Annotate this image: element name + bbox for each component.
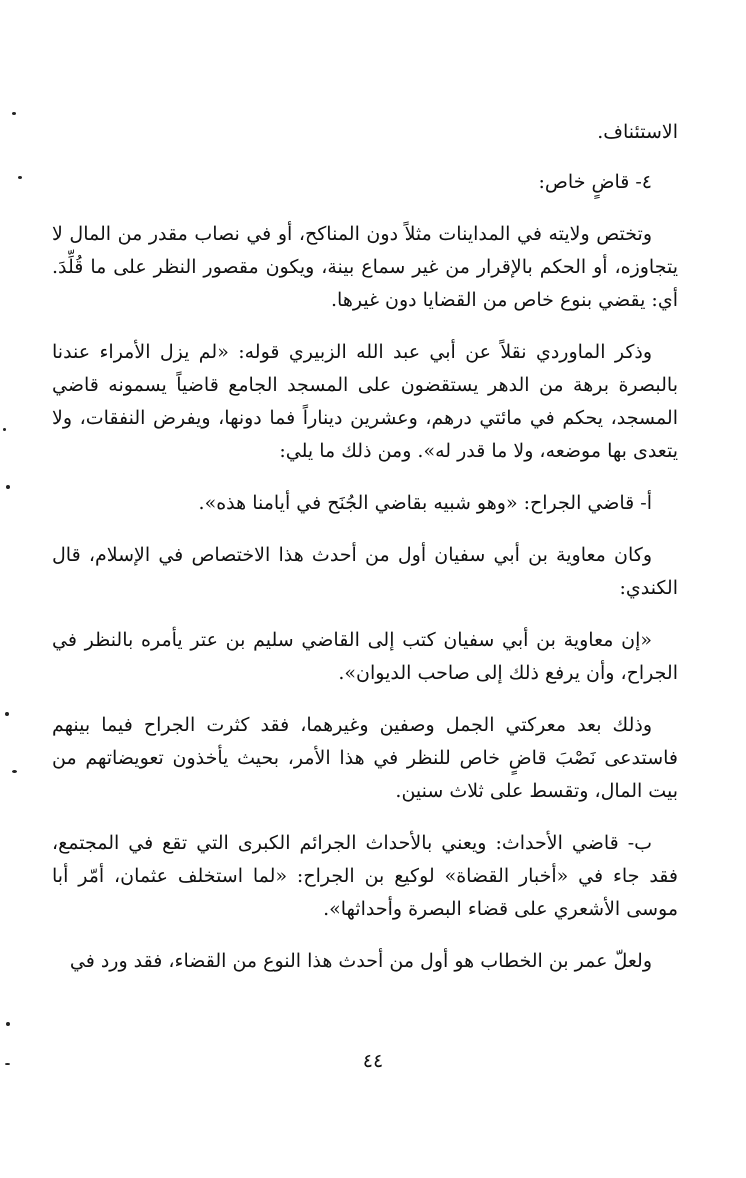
- body-text: [52, 116, 678, 997]
- scan-speck: [6, 1022, 10, 1026]
- scan-speck: [5, 1063, 10, 1065]
- scan-speck: [5, 712, 9, 716]
- scan-speck: [12, 112, 16, 115]
- subheading-events-judge: ب- قاضي الأحداث: ويعني بالأحداث الجرائم الكبرى التي تقع في المجتمع، فقد جاء في «أخبار القضاة» لوكيع بن الجراح: «لما استخلف عثمان، أمّر أبا موسى الأشعري على قضاء البصرة وأحداثها».: [52, 832, 678, 920]
- paragraph-umar: ولعلّ عمر بن الخطاب هو أول من أحدث هذا النوع من القضاء، فقد ورد في: [69, 950, 652, 972]
- paragraph-continuation: الاستئناف.: [597, 121, 678, 143]
- section-heading-special-judge: ٤- قاضٍ خاص:: [538, 171, 652, 193]
- scan-speck: [18, 176, 22, 179]
- paragraph-special-jurisdiction: وتختص ولايته في المداينات مثلاً دون المناكح، أو في نصاب مقدر من المال لا يتجاوزه، أو الحكم بالإقرار من غير سماع بينة، ويكون مقصور النظر على ما قُلِّدَ. أي: يقضي بنوع خاص من القضايا دون غيرها.: [52, 223, 678, 311]
- scan-speck: [3, 428, 6, 431]
- paragraph-mawardi-quote: وذكر الماوردي نقلاً عن أبي عبد الله الزبيري قوله: «لم يزل الأمراء عندنا بالبصرة برهة من الدهر يستقضون على المسجد الجامع قاضياً يسمونه قاضي المسجد، يحكم في مائتي درهم، وعشرين ديناراً فما دونها، ويفرض النفقات، ولا يتعدى بها موضعه، ولا ما قدر له». ومن ذلك ما يلي:: [52, 341, 678, 462]
- scan-speck: [6, 485, 10, 489]
- paragraph-jamal-siffin: وذلك بعد معركتي الجمل وصفين وغيرهما، فقد كثرت الجراح فيما بينهم فاستدعى نَصْبَ قاضٍ خاص للنظر في هذا الأمر، بحيث يأخذون تعويضاتهم من بيت المال، وتقسط على ثلاث سنين.: [52, 714, 678, 802]
- page-number: ٤٤: [362, 1050, 384, 1072]
- paragraph-muawiya: وكان معاوية بن أبي سفيان أول من أحدث هذا الاختصاص في الإسلام، قال الكندي:: [52, 544, 678, 599]
- scan-speck: [12, 770, 17, 773]
- subheading-wounds-judge: أ- قاضي الجراح: «وهو شبيه بقاضي الجُنَح في أيامنا هذه».: [198, 492, 652, 514]
- quote-kindi: «إن معاوية بن أبي سفيان كتب إلى القاضي سليم بن عتر يأمره بالنظر في الجراح، وأن يرفع ذلك إلى صاحب الديوان».: [52, 629, 678, 684]
